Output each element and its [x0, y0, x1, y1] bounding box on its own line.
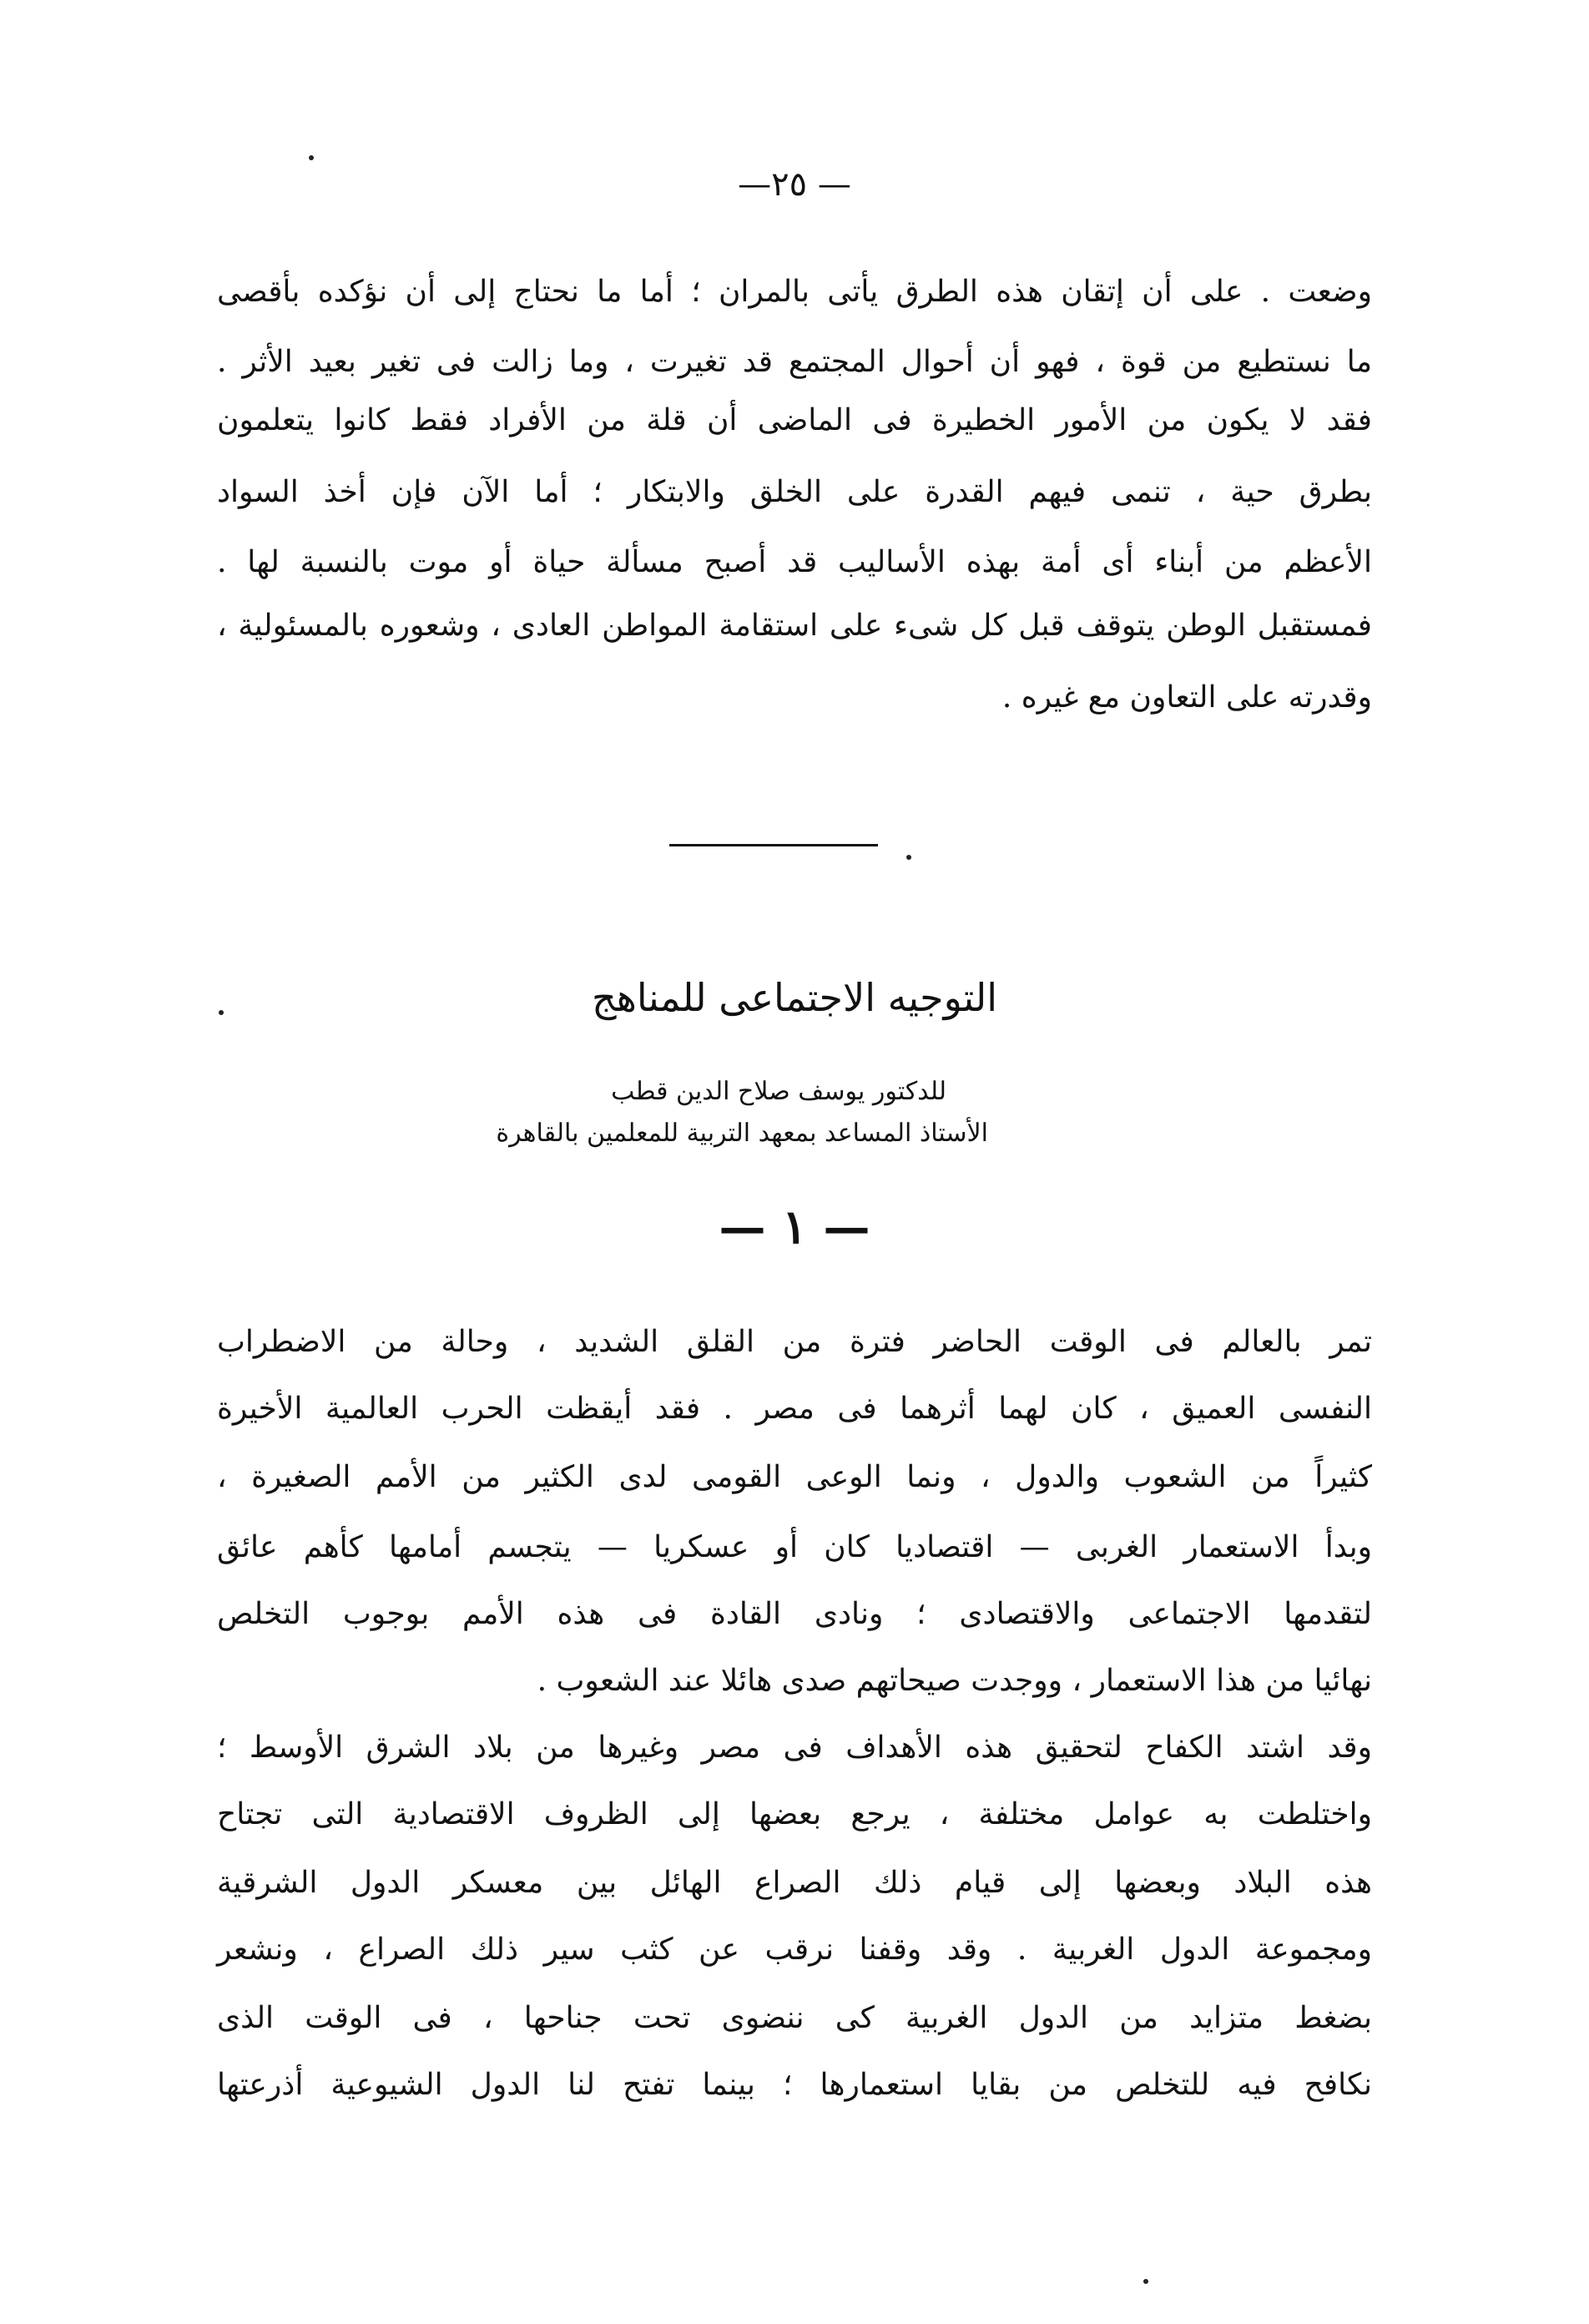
body-paragraph-line: نكافح فيه للتخلص من بقايا استعمارها ؛ بينما تفتح لنا الدول الشيوعية أذرعتها	[217, 2068, 1372, 2102]
body-paragraph-line: بضغط متزايد من الدول الغربية كى ننضوى تحت جناحها ، فى الوقت الذى	[217, 2001, 1372, 2035]
scan-speck	[906, 855, 911, 860]
author-affiliation: الأستاذ المساعد بمعهد التربية للمعلمين بالقاهرة	[496, 1119, 988, 1148]
top-paragraph-line: فمستقبل الوطن يتوقف قبل كل شىء على استقامة المواطن العادى ، وشعوره بالمسئولية ،	[217, 609, 1372, 643]
scan-speck	[1143, 2279, 1148, 2284]
author-name: للدكتور يوسف صلاح الدين قطب	[611, 1077, 946, 1106]
body-paragraph-line: وبدأ الاستعمار الغربى — اقتصاديا كان أو عسكريا — يتجسم أمامها كأهم عائق	[217, 1530, 1372, 1564]
separator-rule	[669, 844, 878, 846]
body-paragraph-line: تمر بالعالم فى الوقت الحاضر فترة من القلق الشديد ، وحالة من الاضطراب	[217, 1325, 1372, 1359]
top-paragraph-line: ما نستطيع من قوة ، فهو أن أحوال المجتمع قد تغيرت ، وما زالت فى تغير بعيد الأثر .	[217, 345, 1372, 379]
body-paragraph-line: نهائيا من هذا الاستعمار ، ووجدت صيحاتهم صدى هائلا عند الشعوب .	[537, 1664, 1372, 1698]
top-paragraph-line: فقد لا يكون من الأمور الخطيرة فى الماضى أن قلة من الأفراد فقط كانوا يتعلمون	[217, 403, 1372, 437]
top-paragraph-line: بطرق حية ، تنمى فيهم القدرة على الخلق والابتكار ؛ أما الآن فإن أخذ السواد	[217, 475, 1372, 509]
body-paragraph-line: كثيراً من الشعوب والدول ، ونما الوعى القومى لدى الكثير من الأمم الصغيرة ،	[217, 1460, 1372, 1494]
top-paragraph-line: وضعت . على أن إتقان هذه الطرق يأتى بالمران ؛ أما ما نحتاج إلى أن نؤكده بأقصى	[217, 275, 1372, 309]
body-paragraph-line: واختلطت به عوامل مختلفة ، يرجع بعضها إلى الظروف الاقتصادية التى تجتاح	[217, 1797, 1372, 1831]
body-paragraph-line: وقد اشتد الكفاح لتحقيق هذه الأهداف فى مصر وغيرها من بلاد الشرق الأوسط ؛	[217, 1730, 1372, 1765]
top-paragraph-line: وقدرته على التعاون مع غيره .	[1001, 680, 1372, 715]
scan-speck	[309, 155, 314, 160]
top-paragraph-line: الأعظم من أبناء أى أمة بهذه الأساليب قد أصبح مسألة حياة أو موت بالنسبة لها .	[217, 545, 1372, 579]
scan-speck	[219, 1010, 224, 1015]
article-title: التوجيه الاجتماعى للمناهج	[591, 975, 998, 1020]
page-number: —٢٥ —	[738, 165, 851, 204]
body-paragraph-line: ومجموعة الدول الغربية . وقد وقفنا نرقب عن كثب سير ذلك الصراع ، ونشعر	[217, 1932, 1372, 1967]
body-paragraph-line: لتقدمها الاجتماعى والاقتصادى ؛ ونادى القادة فى هذه الأمم بوجوب التخلص	[217, 1597, 1372, 1631]
section-number: — ١ —	[719, 1200, 870, 1255]
body-paragraph-line: النفسى العميق ، كان لهما أثرهما فى مصر . فقد أيقظت الحرب العالمية الأخيرة	[217, 1392, 1372, 1426]
body-paragraph-line: هذه البلاد وبعضها إلى قيام ذلك الصراع الهائل بين معسكر الدول الشرقية	[217, 1866, 1372, 1900]
